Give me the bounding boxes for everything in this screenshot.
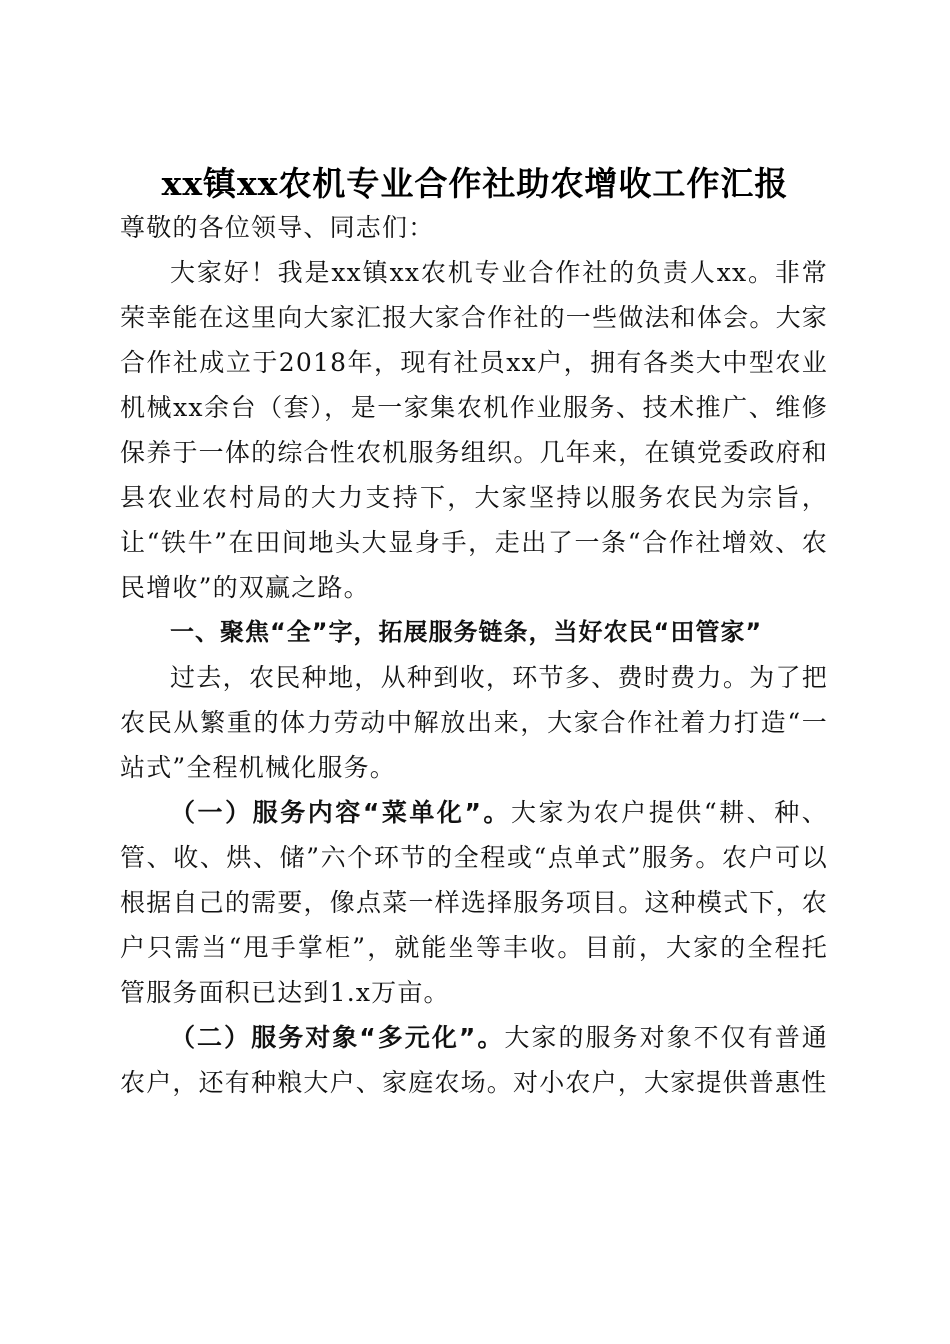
sub-item-1-text: 大家为农户提供“耕、种、管、收、烘、储”六个环节的全程或“点单式”服务。农户可以根据自己的需要，像点菜一样选择服务项目。这种模式下，农户只需当“甩手掌柜”，就能坐等丰收。目前，大家的全程托管服务面积已达到1.x万亩。 (120, 798, 828, 1007)
section-heading-1: 一、聚焦“全”字，拓展服务链条，当好农民“田管家” (170, 618, 763, 646)
sub-item-2-text: 大家的服务对象不仅有普通农户，还有种粮大户、家庭农场。对小农户，大家提供普惠性 (120, 1023, 829, 1097)
intro-paragraph: 大家好！我是xx镇xx农机专业合作社的负责人xx。非常荣幸能在这里向大家汇报大家合作社的一些做法和体会。大家合作社成立于2018年，现有社员xx户，拥有各类大中型农业机械xx余台（套），是一家集农机作业服务、技术推广、维修保养于一体的综合性农机服务组织。几年来，在镇党委政府和县农业农村局的大力支持下，大家坚持以服务农民为宗旨，让“铁牛”在田间地头大显身手，走出了一条“合作社增效、农民增收”的双赢之路。 (120, 258, 828, 602)
document-body (120, 205, 828, 1105)
sub-item-1-lead: （一）服务内容“菜单化”。 (170, 798, 511, 827)
document-title: xx镇xx农机专业合作社助农增收工作汇报 (161, 164, 789, 204)
sub-item-2-lead: （二）服务对象“多元化”。 (170, 1023, 505, 1052)
section-1-paragraph: 过去，农民种地，从种到收，环节多、费时费力。为了把农民从繁重的体力劳动中解放出来，大家合作社着力打造“一站式”全程机械化服务。 (120, 663, 828, 782)
salutation: 尊敬的各位领导、同志们： (120, 213, 435, 242)
sub-item-1 (120, 790, 828, 1015)
sub-item-2 (120, 1015, 828, 1105)
